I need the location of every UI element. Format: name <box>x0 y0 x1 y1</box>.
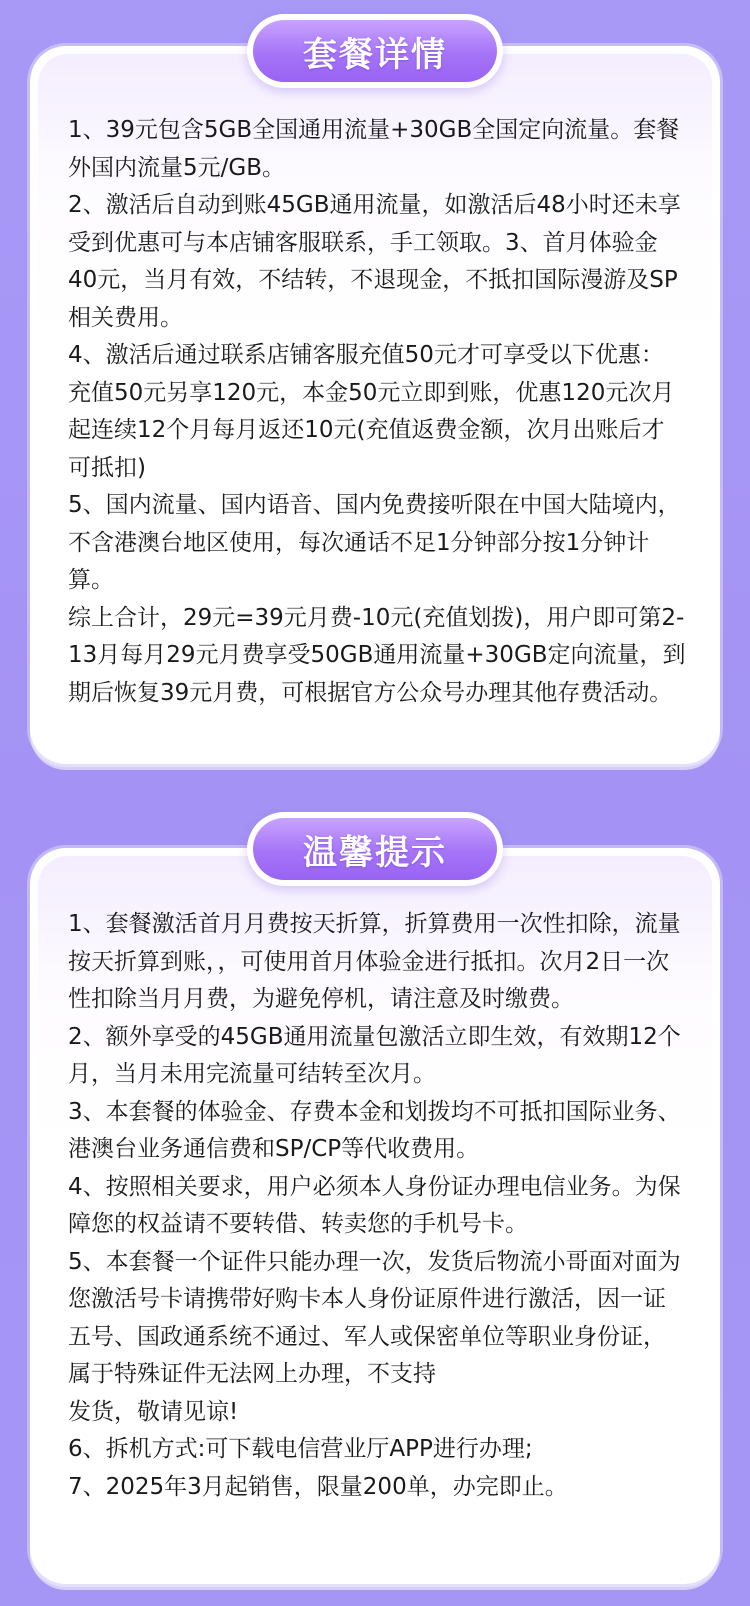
package-details-title: 套餐详情 <box>303 34 447 75</box>
package-details-title-badge <box>247 14 503 88</box>
warm-tips-item-4: 4、按照相关要求，用户必须本人身份证办理电信业务。为保障您的权益请不要转借、转卖您的手机号卡。 <box>68 1173 681 1237</box>
warm-tips-content <box>68 906 686 1506</box>
package-details-item-3: 4、激活后通过联系店铺客服充值50元才可享受以下优惠：充值50元另享120元，本金50元立即到账，优惠120元次月起连续12个月每月返还10元(充值返费金额，次月出账后才可抵扣) <box>68 342 675 481</box>
warm-tips-item-3: 3、本套餐的体验金、存费本金和划拨均不可抵扣国际业务、港澳台业务通信费和SP/CP等代收费用。 <box>68 1098 681 1162</box>
warm-tips-title: 温馨提示 <box>303 832 447 873</box>
package-details-item-4: 5、国内流量、国内语音、国内免费接听限在中国大陆境内，不含港澳台地区使用，每次通话不足1分钟部分按1分钟计算。 <box>68 492 681 593</box>
package-details-item-2: 2、激活后自动到账45GB通用流量，如激活后48小时还未享受到优惠可与本店铺客服联系，手工领取。3、首月体验金40元，当月有效，不结转，不退现金，不抵扣国际漫游及SP相关费用。 <box>68 192 681 331</box>
warm-tips-item-5: 5、本套餐一个证件只能办理一次，发货后物流小哥面对面为您激活号卡请携带好购卡本人身份证原件进行激活，因一证五号、国政通系统不通过、军人或保密单位等职业身份证，属于特殊证件无法网上办理，不支持 <box>68 1248 681 1387</box>
package-details-content <box>68 112 686 712</box>
warm-tips-item-1: 1、套餐激活首月月费按天折算，折算费用一次性扣除，流量按天折算到账，，可使用首月体验金进行抵扣。次月2日一次性扣除当月月费，为避免停机，请注意及时缴费。 <box>68 911 681 1012</box>
warm-tips-item-7: 7、2025年3月起销售，限量200单，办完即止。 <box>68 1473 568 1500</box>
package-details-summary: 综上合计，29元=39元月费-10元(充值划拨)，用户即可第2-13月每月29元月费享受50GB通用流量+30GB定向流量，到期后恢复39元月费，可根据官方公众号办理其他存费活动。 <box>68 604 686 706</box>
warm-tips-title-badge <box>247 812 503 886</box>
warm-tips-item-5-continued: 发货，敬请见谅! <box>68 1398 239 1425</box>
warm-tips-item-6: 6、拆机方式:可下载电信营业厅APP进行办理; <box>68 1436 533 1462</box>
warm-tips-item-2: 2、额外享受的45GB通用流量包激活立即生效，有效期12个月，当月未用完流量可结转至次月。 <box>68 1023 681 1087</box>
package-details-item-1: 1、39元包含5GB全国通用流量+30GB全国定向流量。套餐外国内流量5元/GB。 <box>68 117 680 181</box>
